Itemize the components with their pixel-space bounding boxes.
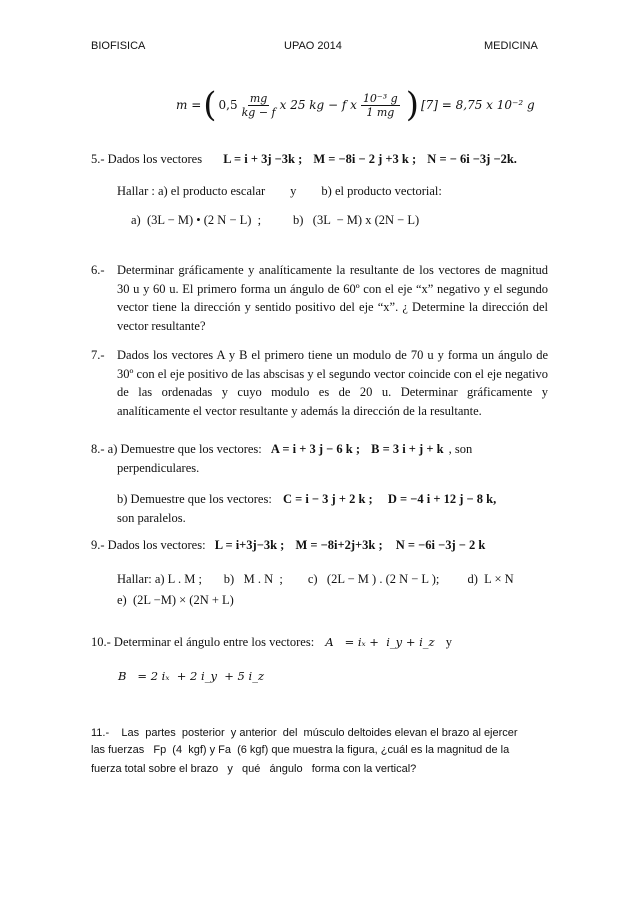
- problem-8b-intro: b) Demuestre que los vectores:: [117, 492, 272, 506]
- problem-9-intro: 9.- Dados los vectores:: [91, 538, 206, 552]
- problem-9-e: e) (2L −M) × (2N + L): [117, 593, 234, 607]
- fraction-2-num: 10⁻³ g: [362, 91, 398, 105]
- header-right: MEDICINA: [484, 40, 538, 52]
- vector-N-9: N = −6i −3j − 2 k: [395, 538, 486, 552]
- fraction-2-den: 1 mg: [366, 105, 395, 119]
- vector-L-9: L = i+3j−3k ;: [214, 538, 285, 552]
- left-paren: (: [203, 85, 217, 125]
- formula-mid: x 25 kg − f x: [279, 98, 357, 112]
- fraction-1-num: mg: [249, 91, 268, 105]
- problem-5-b: b) (3L − M) x (2N − L): [293, 213, 420, 227]
- problem-6-number: 6.-: [91, 263, 105, 277]
- problem-10-intro: 10.- Determinar el ángulo entre los vectores:: [91, 635, 315, 649]
- vector-M-9: M = −8i+2j+3k ;: [295, 538, 383, 552]
- problem-8b-line2: son paralelos.: [117, 511, 186, 525]
- problem-8a-line: [91, 440, 472, 459]
- problem-5-line: [91, 150, 517, 169]
- problem-11-line1: 11.- Las partes posterior y anterior del músculo deltoides elevan el brazo al ejercer: [91, 727, 518, 739]
- problem-11-line3: fuerza total sobre el brazo y qué ángulo forma con la vertical?: [91, 763, 417, 775]
- fraction-1: [242, 92, 276, 119]
- vector-L: L = i + 3j −3k ;: [223, 152, 303, 166]
- problem-11-line2: las fuerzas Fp (4 kgf) y Fa (6 kgf) que muestra la figura, ¿cuál es la magnitud de la: [91, 744, 510, 756]
- problem-6-text: Determinar gráficamente y analíticamente la resultante de los vectores de magnitud 30 u y 60 u. El primero forma un ángulo de 60º con el eje “x” negativo y el segundo vector tiene la dirección y sentido positivo del eje “x”. ¿ Determine la dirección del vector resultante?: [117, 263, 548, 333]
- problem-9-hallar: Hallar: a) L . M ; b) M . N ; c) (2L − M ) . (2 N − L ); d) L × N: [117, 572, 514, 586]
- problem-8a-intro: 8.- a) Demuestre que los vectores:: [91, 442, 262, 456]
- vector-N: N = − 6i −3j −2k.: [427, 152, 517, 166]
- mass-formula: [176, 85, 535, 125]
- vector-B-10: B = 2 iₓ + 2 i_y + 5 i_z: [118, 669, 265, 683]
- problem-7-number: 7.-: [91, 348, 105, 362]
- problem-10-line: [91, 633, 452, 652]
- fraction-2: [361, 92, 400, 119]
- formula-lhs: m =: [176, 98, 202, 112]
- problem-5-a: a) (3L − M) • (2 N − L) ;: [131, 213, 262, 227]
- problem-5-intro: 5.- Dados los vectores: [91, 152, 203, 166]
- formula-rhs: [7] = 8,75 x 10⁻² g: [420, 98, 535, 112]
- problem-8a-line2: perpendiculares.: [117, 461, 200, 475]
- problem-10-y: y: [445, 635, 452, 649]
- header-center: UPAO 2014: [284, 40, 342, 52]
- vector-D: D = −4 i + 12 j − 8 k,: [387, 492, 497, 506]
- problem-9-line: [91, 536, 485, 555]
- fraction-1-den: kg − f: [241, 105, 276, 119]
- vector-A-10: A = iₓ + i_y + i_z: [325, 635, 435, 649]
- vector-A: A = i + 3 j − 6 k ;: [270, 442, 360, 456]
- vector-C: C = i − 3 j + 2 k ;: [282, 492, 373, 506]
- header-left: BIOFISICA: [91, 40, 146, 52]
- formula-c1: 0,5: [218, 98, 238, 112]
- vector-B: B = 3 i + j + k: [371, 442, 444, 456]
- problem-5-hallar: Hallar : a) el producto escalar y b) el producto vectorial:: [117, 184, 442, 198]
- problem-7-text: Dados los vectores A y B el primero tiene un modulo de 70 u y forma un ángulo de 30º con el eje positivo de las abscisas y el segundo vector coincide con el eje negativo de las ordenadas y cuyo modulo es de 20 u. Determinar gráficamente y analíticamente el vector resultante y además la dirección de la resultante.: [117, 348, 548, 418]
- right-paren: ): [405, 85, 419, 125]
- problem-8a-tail: , son: [448, 442, 473, 456]
- vector-M: M = −8i − 2 j +3 k ;: [313, 152, 417, 166]
- problem-8b-line: [117, 490, 496, 509]
